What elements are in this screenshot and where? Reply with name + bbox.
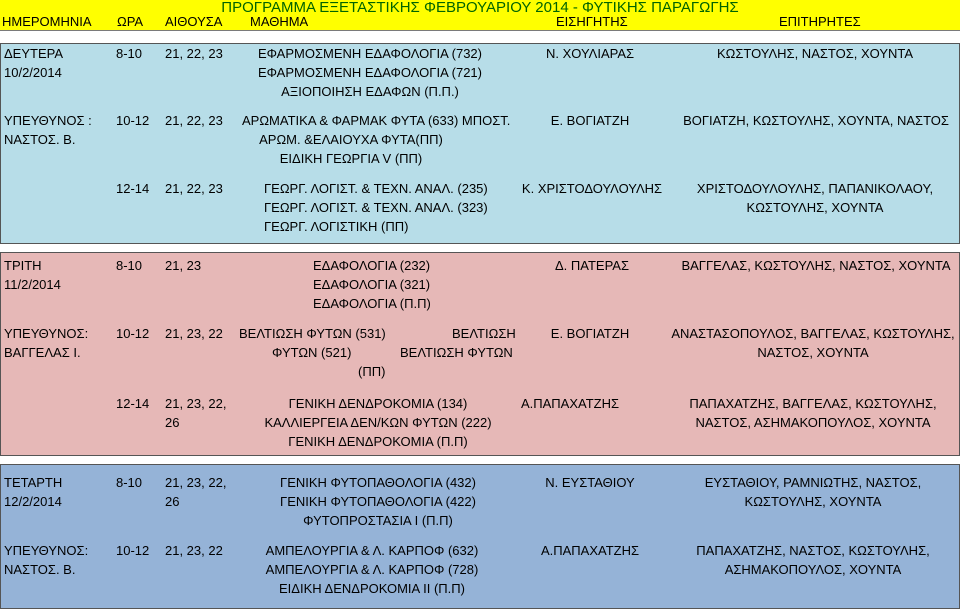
responsible-label: ΥΠΕΥΘΥΝΟΣ:: [4, 543, 89, 558]
day-name: ΔΕΥΤΕΡΑ: [4, 46, 64, 61]
slot-course: ΕΔΑΦΟΛΟΓΙΑ (321): [313, 277, 431, 292]
slot-course: ΒΕΛΤΙΩΣΗ: [452, 326, 516, 341]
slot-room: 21, 22, 23: [165, 113, 223, 128]
slot-supervisors: ΝΑΣΤΟΣ, ΧΟΥΝΤΑ: [757, 345, 869, 360]
day-date: 10/2/2014: [4, 65, 62, 80]
schedule-title: ΠΡΟΓΡΑΜΜΑ ΕΞΕΤΑΣΤΙΚΗΣ ΦΕΒΡΟΥΑΡΙΟΥ 2014 - ΦΥΤΙΚΗΣ ΠΑΡΑΓΩΓΗΣ: [0, 0, 960, 13]
slot-examiner: Ν. ΧΟΥΛΙΑΡΑΣ: [545, 46, 635, 61]
slot-supervisors: ΒΟΓΙΑΤΖΗ, ΚΩΣΤΟΥΛΗΣ, ΧΟΥΝΤΑ, ΝΑΣΤΟΣ: [683, 113, 949, 128]
slot-examiner: Δ. ΠΑΤΕΡΑΣ: [554, 258, 630, 273]
slot-course: ΑΜΠΕΛΟΥΡΓΙΑ & Λ. ΚΑΡΠΟΦ (632): [265, 543, 479, 558]
slot-examiner: Α.ΠΑΠΑΧΑΤΖΗΣ: [540, 543, 640, 558]
slot-course: ΕΔΑΦΟΛΟΓΙΑ (232): [313, 258, 431, 273]
header-time: ΩΡΑ: [117, 14, 144, 29]
slot-course: ΑΡΩΜ. &ΕΛΑΙΟΥΧΑ ΦΥΤΑ(ΠΠ): [259, 132, 443, 147]
slot-supervisors: ΠΑΠΑΧΑΤΖΗΣ, ΒΑΓΓΕΛΑΣ, ΚΩΣΤΟΥΛΗΣ,: [689, 396, 937, 411]
responsible-name: ΝΑΣΤΟΣ. Β.: [4, 132, 76, 147]
header-date: ΗΜΕΡΟΜΗΝΙΑ: [2, 14, 92, 29]
slot-course: ΕΔΑΦΟΛΟΓΙΑ (Π.Π): [313, 296, 431, 311]
day-name: ΤΕΤΑΡΤΗ: [4, 475, 63, 490]
slot-course: ΑΡΩΜΑΤΙΚΑ & ΦΑΡΜΑΚ ΦΥΤΑ (633) ΜΠΟΣΤ.: [242, 113, 511, 128]
header-examiner: ΕΙΣΗΓΗΤΗΣ: [556, 14, 628, 29]
slot-supervisors: ΑΝΑΣΤΑΣΟΠΟΥΛΟΣ, ΒΑΓΓΕΛΑΣ, ΚΩΣΤΟΥΛΗΣ,: [671, 326, 955, 341]
slot-course: ΒΕΛΤΙΩΣΗ ΦΥΤΩΝ: [400, 345, 513, 360]
slot-room: 21, 22, 23: [165, 46, 223, 61]
day-name: ΤΡΙΤΗ: [4, 258, 42, 273]
slot-course: ΓΕΩΡΓ. ΛΟΓΙΣΤ. & ΤΕΧΝ. ΑΝΑΛ. (235): [264, 181, 488, 196]
slot-course: ΑΞΙΟΠΟΙΗΣΗ ΕΔΑΦΩΝ (Π.Π.): [281, 84, 459, 99]
day-date: 11/2/2014: [4, 277, 61, 292]
slot-course: ΕΙΔΙΚΗ ΓΕΩΡΓΙΑ V (ΠΠ): [279, 151, 423, 166]
slot-time: 8-10: [116, 475, 143, 490]
slot-course: ΓΕΝΙΚΗ ΦΥΤΟΠΑΘΟΛΟΓΙΑ (432): [280, 475, 476, 490]
header-room: ΑΙΘΟΥΣΑ: [165, 14, 223, 29]
responsible-label: ΥΠΕΥΘΥΝΟΣ:: [4, 326, 89, 341]
slot-supervisors: ΒΑΓΓΕΛΑΣ, ΚΩΣΤΟΥΛΗΣ, ΝΑΣΤΟΣ, ΧΟΥΝΤΑ: [681, 258, 951, 273]
slot-room: 26: [165, 494, 180, 509]
header-course: ΜΑΘΗΜΑ: [250, 14, 309, 29]
slot-room: 21, 23, 22: [165, 326, 223, 341]
slot-supervisors: ΑΣΗΜΑΚΟΠΟΥΛΟΣ, ΧΟΥΝΤΑ: [724, 562, 902, 577]
slot-supervisors: ΚΩΣΤΟΥΛΗΣ, ΧΟΥΝΤΑ: [744, 494, 882, 509]
slot-room: 26: [165, 415, 180, 430]
slot-examiner: Κ. ΧΡΙΣΤΟΔΟΥΛΟΥΛΗΣ: [521, 181, 663, 196]
table-header: [0, 13, 960, 31]
day-date: 12/2/2014: [4, 494, 62, 509]
slot-time: 8-10: [116, 46, 143, 61]
slot-course: ΕΦΑΡΜΟΣΜΕΝΗ ΕΔΑΦΟΛΟΓΙΑ (732): [258, 46, 482, 61]
slot-room: 21, 23, 22: [165, 543, 223, 558]
slot-course: ΓΕΩΡΓ. ΛΟΓΙΣΤΙΚΗ (ΠΠ): [264, 219, 409, 234]
slot-supervisors: ΚΩΣΤΟΥΛΗΣ, ΝΑΣΤΟΣ, ΧΟΥΝΤΑ: [716, 46, 914, 61]
slot-course: ΚΑΛΛΙΕΡΓΕΙΑ ΔΕΝ/ΚΩΝ ΦΥΤΩΝ (222): [264, 415, 492, 430]
slot-room: 21, 23, 22,: [165, 475, 227, 490]
slot-course: ΒΕΛΤΙΩΣΗ ΦΥΤΩΝ (531): [239, 326, 386, 341]
slot-room: 21, 23: [165, 258, 202, 273]
slot-course: ΓΕΝΙΚΗ ΔΕΝΔΡΟΚΟΜΙΑ (Π.Π): [288, 434, 468, 449]
slot-course: ΓΕΝΙΚΗ ΦΥΤΟΠΑΘΟΛΟΓΙΑ (422): [280, 494, 476, 509]
slot-supervisors: ΧΡΙΣΤΟΔΟΥΛΟΥΛΗΣ, ΠΑΠΑΝΙΚΟΛΑΟΥ,: [696, 181, 934, 196]
slot-examiner: Ε. ΒΟΓΙΑΤΖΗ: [550, 326, 630, 341]
slot-course: ΦΥΤΩΝ (521): [272, 345, 352, 360]
slot-room: 21, 22, 23: [165, 181, 223, 196]
slot-course: ΑΜΠΕΛΟΥΡΓΙΑ & Λ. ΚΑΡΠΟΦ (728): [265, 562, 479, 577]
slot-course: ΕΦΑΡΜΟΣΜΕΝΗ ΕΔΑΦΟΛΟΓΙΑ (721): [258, 65, 482, 80]
header-supervisors: ΕΠΙΤΗΡΗΤΕΣ: [779, 14, 861, 29]
slot-course: ΓΕΝΙΚΗ ΔΕΝΔΡΟΚΟΜΙΑ (134): [288, 396, 468, 411]
slot-course: (ΠΠ): [358, 364, 386, 379]
slot-supervisors: ΚΩΣΤΟΥΛΗΣ, ΧΟΥΝΤΑ: [746, 200, 884, 215]
slot-time: 10-12: [116, 326, 150, 341]
slot-course: ΦΥΤΟΠΡΟΣΤΑΣΙΑ Ι (Π.Π): [303, 513, 453, 528]
responsible-name: ΒΑΓΓΕΛΑΣ Ι.: [4, 345, 81, 360]
slot-room: 21, 23, 22,: [165, 396, 227, 411]
slot-time: 10-12: [116, 543, 150, 558]
slot-course: ΓΕΩΡΓ. ΛΟΓΙΣΤ. & ΤΕΧΝ. ΑΝΑΛ. (323): [264, 200, 488, 215]
responsible-label: ΥΠΕΥΘΥΝΟΣ :: [4, 113, 92, 128]
slot-examiner: Ν. ΕΥΣΤΑΘΙΟΥ: [545, 475, 635, 490]
slot-time: 12-14: [116, 396, 150, 411]
slot-examiner: Α.ΠΑΠΑΧΑΤΖΗΣ: [520, 396, 620, 411]
responsible-name: ΝΑΣΤΟΣ. Β.: [4, 562, 76, 577]
slot-examiner: Ε. ΒΟΓΙΑΤΖΗ: [550, 113, 630, 128]
slot-time: 12-14: [116, 181, 150, 196]
slot-supervisors: ΠΑΠΑΧΑΤΖΗΣ, ΝΑΣΤΟΣ, ΚΩΣΤΟΥΛΗΣ,: [696, 543, 930, 558]
slot-time: 10-12: [116, 113, 150, 128]
slot-supervisors: ΝΑΣΤΟΣ, ΑΣΗΜΑΚΟΠΟΥΛΟΣ, ΧΟΥΝΤΑ: [695, 415, 931, 430]
slot-supervisors: ΕΥΣΤΑΘΙΟΥ, ΡΑΜΝΙΩΤΗΣ, ΝΑΣΤΟΣ,: [704, 475, 922, 490]
slot-course: ΕΙΔΙΚΗ ΔΕΝΔΡΟΚΟΜΙΑ ΙΙ (Π.Π): [278, 581, 465, 596]
slot-time: 8-10: [116, 258, 143, 273]
